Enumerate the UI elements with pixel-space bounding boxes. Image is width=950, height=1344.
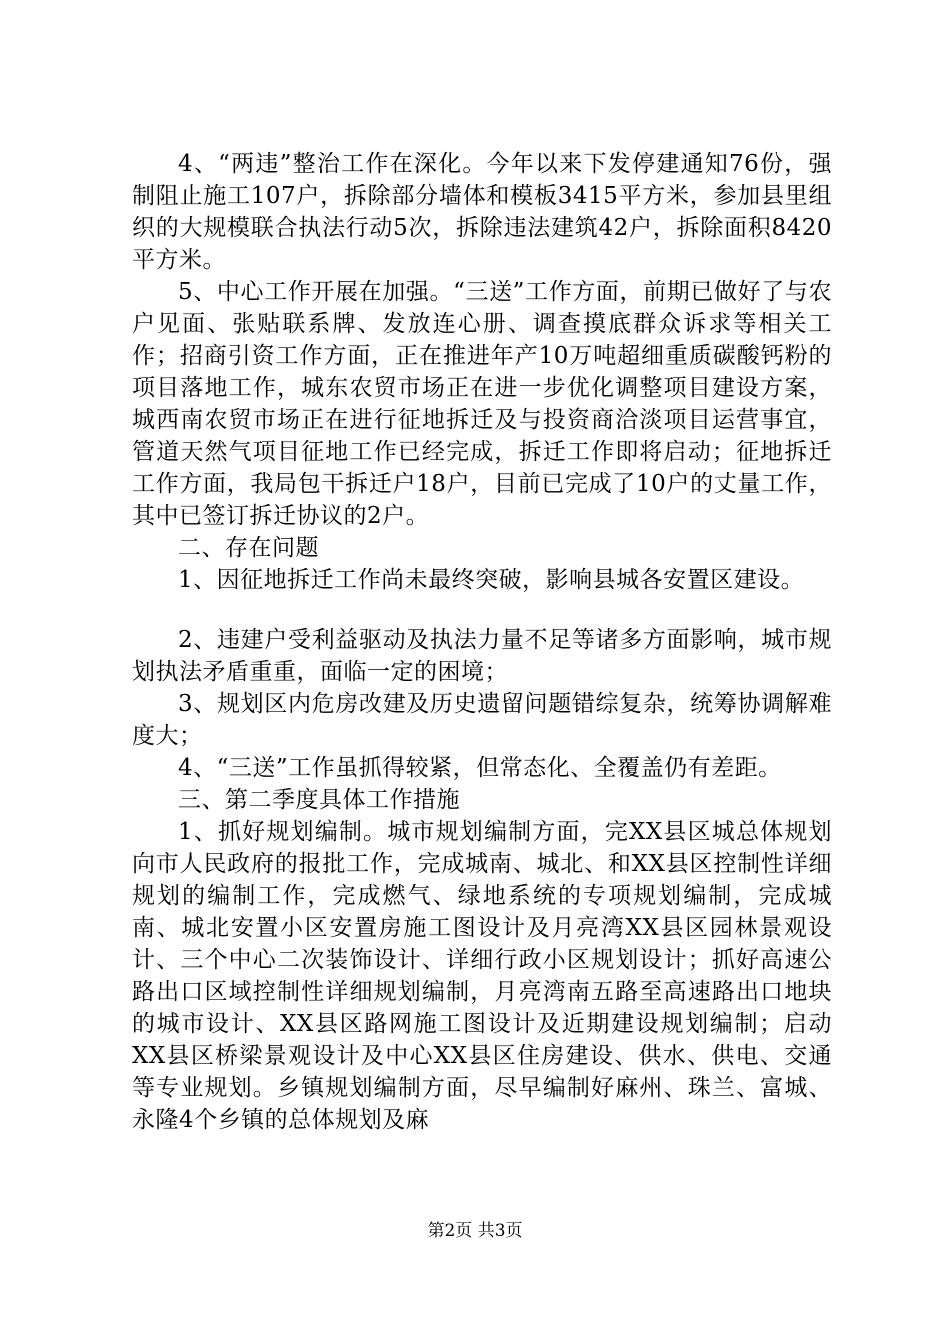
paragraph-problem-2: 2、违建户受利益驱动及执法力量不足等诸多方面影响，城市规划执法矛盾重重，面临一定的困境； <box>132 627 832 685</box>
section-heading-problems: 二、存在问题 <box>178 535 319 561</box>
paragraph-problem-3: 3、规划区内危房改建及历史遗留问题错综复杂，统筹协调解难度大； <box>132 691 832 749</box>
paragraph-measure-1: 1、抓好规划编制。城市规划编制方面，完XX县区城总体规划向市人民政府的报批工作，完成城南、城北、和XX县区控制性详细规划的编制工作，完成燃气、绿地系统的专项规划编制，完成城南、城北安置小区安置房施工图设计及月亮湾XX县区园林景观设计、三个中心二次装饰设计、详细行政小区规划设计；抓好高速公路出口区域控制性详细规划编制，月亮湾南五路至高速路出口地块的城市设计、XX县区路网施工图设计及近期建设规划编制；启动XX县区桥梁景观设计及中心XX县区住房建设、供水、供电、交通等专业规划。乡镇规划编制方面，尽早编制好麻州、珠兰、富城、永隆4个乡镇的总体规划及麻 <box>132 819 832 1133</box>
section-heading-measures: 三、第二季度具体工作措施 <box>178 787 460 813</box>
paragraph-problem-4: 4、“三送”工作虽抓得较紧，但常态化、全覆盖仍有差距。 <box>178 755 782 781</box>
document-body <box>132 148 832 1136</box>
paragraph-problem-1: 1、因征地拆迁工作尚未最终突破，影响县城各安置区建设。 <box>178 567 805 593</box>
page-number-footer: 第2页 共3页 <box>427 1221 523 1241</box>
paragraph-section1-item5: 5、中心工作开展在加强。“三送”工作方面，前期已做好了与农户见面、张贴联系牌、发放连心册、调查摸底群众诉求等相关工作；招商引资工作方面，正在推进年产10万吨超细重质碳酸钙粉的项目落地工作，城东农贸市场正在进一步优化调整项目建设方案，城西南农贸市场正在进行征地拆迁及与投资商洽淡项目运营事宜，管道天然气项目征地工作已经完成，拆迁工作即将启动；征地拆迁工作方面，我局包干拆迁户18户，目前已完成了10户的丈量工作，其中已签订拆迁协议的2户。 <box>132 279 832 529</box>
paragraph-section1-item4: 4、“两违”整治工作在深化。今年以来下发停建通知76份，强制阻止施工107户，拆除部分墙体和模板3415平方米，参加县里组织的大规模联合执法行动5次，拆除违法建筑42户，拆除面积8420平方米。 <box>132 151 832 273</box>
